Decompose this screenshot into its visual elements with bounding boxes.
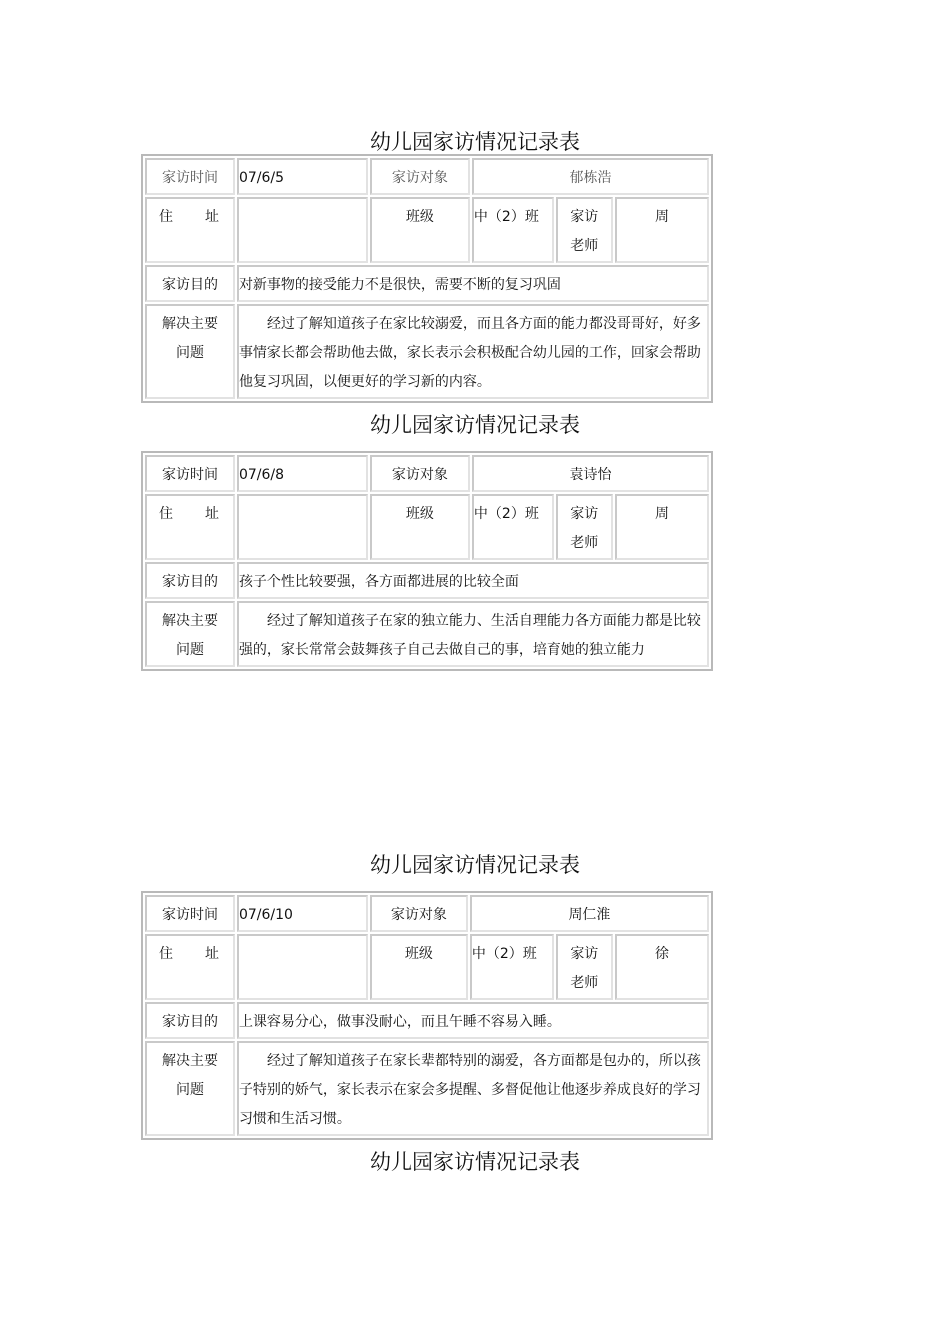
- issue-label: 解决主要 问题: [145, 1041, 235, 1136]
- record-3-title: 幼儿园家访情况记录表: [370, 853, 580, 877]
- record-2-table: [141, 451, 713, 671]
- visit-target-label: 家访对象: [370, 895, 468, 932]
- teacher-label: 家访 老师: [556, 494, 613, 560]
- class-value: 中（2）班: [470, 934, 554, 1000]
- address-label: 住 址: [145, 494, 235, 560]
- issue-label: 解决主要 问题: [145, 304, 235, 399]
- record-2-title: 幼儿园家访情况记录表: [370, 413, 580, 437]
- visit-target-label: 家访对象: [370, 158, 470, 195]
- purpose-label: 家访目的: [145, 562, 235, 599]
- address-label: 住 址: [145, 934, 235, 1000]
- record-1-title: 幼儿园家访情况记录表: [370, 130, 580, 154]
- class-value: 中（2）班: [472, 197, 554, 263]
- issue-value: 经过了解知道孩子在家的独立能力、生活自理能力各方面能力都是比较强的，家长常常会鼓舞孩子自己去做自己的事，培育她的独立能力: [237, 601, 709, 667]
- purpose-label: 家访目的: [145, 265, 235, 302]
- address-value: [237, 494, 368, 560]
- record-3-table: [141, 891, 713, 1140]
- issue-label: 解决主要 问题: [145, 601, 235, 667]
- class-value: 中（2）班: [472, 494, 554, 560]
- visit-target-label: 家访对象: [370, 455, 470, 492]
- visit-target-value: 袁诗怡: [472, 455, 709, 492]
- visit-target-value: 周仁淮: [470, 895, 709, 932]
- purpose-label: 家访目的: [145, 1002, 235, 1039]
- visit-time-label: 家访时间: [145, 455, 235, 492]
- purpose-value: 孩子个性比较要强，各方面都进展的比较全面: [237, 562, 709, 599]
- visit-time-value: 07/6/10: [237, 895, 368, 932]
- teacher-value: 周: [615, 494, 709, 560]
- record-4-title: 幼儿园家访情况记录表: [370, 1150, 580, 1174]
- purpose-value: 对新事物的接受能力不是很快，需要不断的复习巩固: [237, 265, 709, 302]
- address-value: [237, 934, 368, 1000]
- teacher-label: 家访 老师: [556, 197, 613, 263]
- visit-time-label: 家访时间: [145, 895, 235, 932]
- address-label: 住 址: [145, 197, 235, 263]
- purpose-value: 上课容易分心，做事没耐心，而且午睡不容易入睡。: [237, 1002, 709, 1039]
- teacher-value: 徐: [615, 934, 709, 1000]
- visit-target-value: 郁栋浩: [472, 158, 709, 195]
- visit-time-value: 07/6/5: [237, 158, 368, 195]
- issue-value: 经过了解知道孩子在家比较溺爱，而且各方面的能力都没哥哥好，好多事情家长都会帮助他去做，家长表示会积极配合幼儿园的工作，回家会帮助他复习巩固，以便更好的学习新的内容。: [237, 304, 709, 399]
- issue-value: 经过了解知道孩子在家长辈都特别的溺爱，各方面都是包办的，所以孩子特别的娇气，家长表示在家会多提醒、多督促他让他逐步养成良好的学习习惯和生活习惯。: [237, 1041, 709, 1136]
- teacher-value: 周: [615, 197, 709, 263]
- class-label: 班级: [370, 494, 470, 560]
- teacher-label: 家访 老师: [556, 934, 613, 1000]
- record-1-table: [141, 154, 713, 403]
- address-value: [237, 197, 368, 263]
- class-label: 班级: [370, 197, 470, 263]
- visit-time-value: 07/6/8: [237, 455, 368, 492]
- visit-time-label: 家访时间: [145, 158, 235, 195]
- class-label: 班级: [370, 934, 468, 1000]
